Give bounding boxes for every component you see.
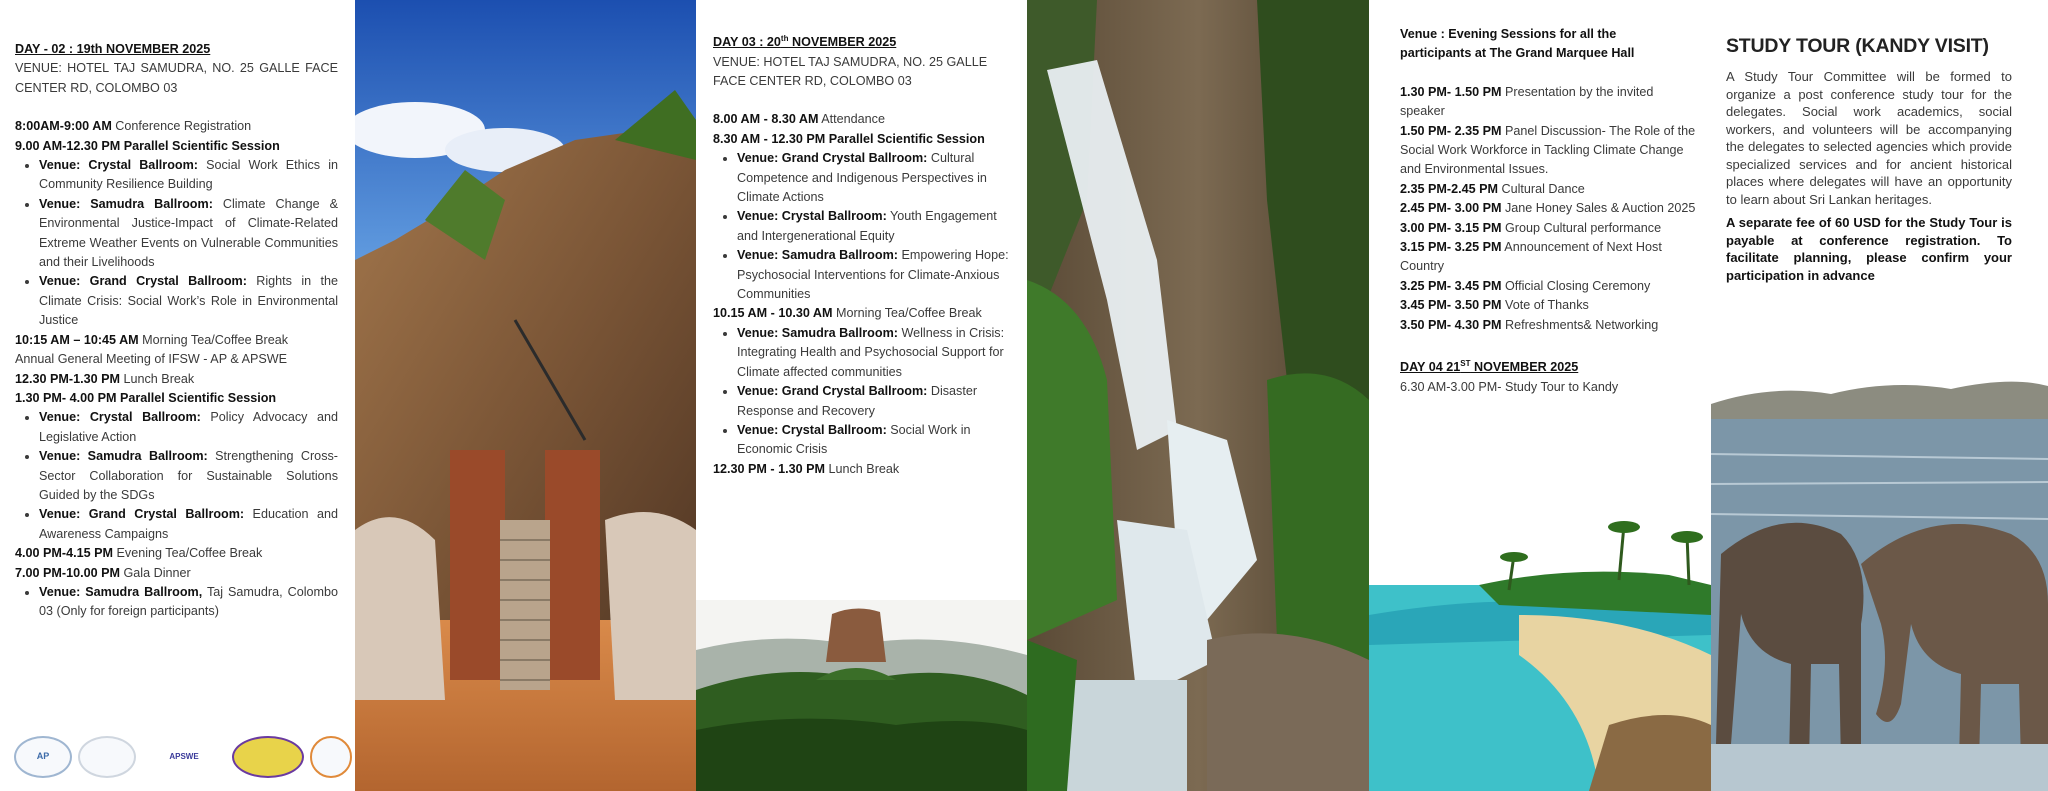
sigiriya-rock-photo xyxy=(696,600,1027,791)
day4-text: 6.30 AM-3.00 PM- Study Tour to Kandy xyxy=(1400,379,1619,394)
day2-venue: VENUE: HOTEL TAJ SAMUDRA, NO. 25 GALLE FACE CENTER RD, COLOMBO 03 xyxy=(15,61,338,95)
conference-logo xyxy=(310,736,352,778)
list-item: 3.45 PM- 3.50 PM Vote of Thanks xyxy=(1400,298,1589,313)
ap-logo: AP xyxy=(14,736,72,778)
registration-line: 8:00AM-9:00 AM Conference Registration xyxy=(15,119,252,134)
list-item: • Venue: Grand Crystal Ballroom: Rights in the Climate Crisis: Social Work’s Role in Environmental Justice xyxy=(39,272,338,330)
beach-photo xyxy=(1369,505,1711,791)
lunch-line: 12.30 PM-1.30 PM Lunch Break xyxy=(15,371,195,386)
list-item: 3.25 PM- 3.45 PM Official Closing Ceremony xyxy=(1400,278,1651,293)
day3-session-heading: 8.30 AM - 12.30 PM Parallel Scientific Session xyxy=(713,131,985,146)
day3-lunch-line: 12.30 PM - 1.30 PM Lunch Break xyxy=(713,461,900,476)
list-item: 3.15 PM- 3.25 PM Announcement of Next Host Country xyxy=(1400,240,1662,274)
list-item: 1.30 PM- 1.50 PM Presentation by the invited speaker xyxy=(1400,84,1654,119)
list-item: • Venue: Crystal Ballroom: Policy Advocacy and Legislative Action xyxy=(39,408,338,447)
waterfall-photo xyxy=(1027,0,1369,791)
day3-heading: DAY 03 : 20th NOVEMBER 2025 xyxy=(713,34,897,50)
list-item: • Venue: Samudra Ballroom: Strengthening Cross-Sector Collaboration for Sustainable Solutions Guided by the SDGs xyxy=(39,447,338,505)
session1-heading: 9.00 AM-12.30 PM Parallel Scientific Session xyxy=(15,138,280,153)
list-item: • Venue: Crystal Ballroom: Youth Engagement and Intergenerational Equity xyxy=(737,207,1013,246)
list-item: • Venue: Grand Crystal Ballroom: Cultural Competence and Indigenous Perspectives in Climate Actions xyxy=(737,149,1013,207)
apswe-logo: APSWE xyxy=(169,752,199,762)
study-tour-title: STUDY TOUR (KANDY VISIT) xyxy=(1726,35,1989,57)
list-item: • Venue: Crystal Ballroom: Social Work Ethics in Community Resilience Building xyxy=(39,156,338,195)
day2-panel xyxy=(0,0,355,791)
sri-lanka-logo xyxy=(232,736,304,778)
list-item: • Venue: Samudra Ballroom: Empowering Hope: Psychosocial Interventions for Climate-Anxious Communities xyxy=(737,246,1013,304)
dinner-line: 7.00 PM-10.00 PM Gala Dinner xyxy=(15,565,191,580)
sponsor-logos xyxy=(14,736,352,778)
session2-list xyxy=(15,408,338,544)
dinner-list xyxy=(15,583,338,622)
day3-venue: VENUE: HOTEL TAJ SAMUDRA, NO. 25 GALLE FACE CENTER RD, COLOMBO 03 xyxy=(713,54,988,88)
day4-heading: DAY 04 21ST NOVEMBER 2025 xyxy=(1400,359,1579,375)
list-item: • Venue: Samudra Ballroom: Wellness in Crisis: Integrating Health and Psychosocial Support for Climate affected communities xyxy=(737,324,1013,382)
attendance-line: 8.00 AM - 8.30 AM Attendance xyxy=(713,112,885,127)
globe-logo xyxy=(78,736,136,778)
list-item: 1.50 PM- 2.35 PM Panel Discussion- The Role of the Social Work Workforce in Tackling Climate Change and Environmental Issues. xyxy=(1400,123,1696,177)
tea1-line: 10:15 AM – 10:45 AM Morning Tea/Coffee Break xyxy=(15,332,289,347)
list-item: • Venue: Samudra Ballroom, Taj Samudra, Colombo 03 (Only for foreign participants) xyxy=(39,583,338,622)
list-item: 2.35 PM-2.45 PM Cultural Dance xyxy=(1400,181,1585,196)
day3-session2-list xyxy=(713,324,1013,460)
elephants-photo xyxy=(1711,364,2048,791)
list-item: • Venue: Crystal Ballroom: Social Work in Economic Crisis xyxy=(737,421,1013,460)
day3-tea-line: 10.15 AM - 10.30 AM Morning Tea/Coffee Break xyxy=(713,306,982,321)
list-item: 3.00 PM- 3.15 PM Group Cultural performance xyxy=(1400,220,1662,235)
evening-schedule xyxy=(1400,83,1697,335)
day2-heading: DAY - 02 : 19th NOVEMBER 2025 xyxy=(15,42,211,56)
agm-line: Annual General Meeting of IFSW - AP & APSWE xyxy=(15,352,288,367)
list-item: • Venue: Grand Crystal Ballroom: Education and Awareness Campaigns xyxy=(39,505,338,544)
list-item: 2.45 PM- 3.00 PM Jane Honey Sales & Auction 2025 xyxy=(1400,201,1696,216)
evening-venue: Venue : Evening Sessions for all the participants at The Grand Marquee Hall xyxy=(1400,27,1635,61)
list-item: 3.50 PM- 4.30 PM Refreshments& Networking xyxy=(1400,317,1659,332)
day3-session1-list xyxy=(713,149,1013,304)
sigiriya-lion-paw-photo xyxy=(355,0,696,791)
tea2-line: 4.00 PM-4.15 PM Evening Tea/Coffee Break xyxy=(15,546,263,561)
list-item: • Venue: Grand Crystal Ballroom: Disaster Response and Recovery xyxy=(737,382,1013,421)
session2-heading: 1.30 PM- 4.00 PM Parallel Scientific Session xyxy=(15,390,277,405)
study-tour-paragraph: A Study Tour Committee will be formed to organize a post conference study tour for the delegates. Social work academics, social workers, and volunteers will be accompanying the delegates to selected agencies which provide specialized services and for ancient historical places where delegates will have an opportunity to learn about Sri Lankan heritages. xyxy=(1726,69,2012,207)
study-tour-fee-note: A separate fee of 60 USD for the Study Tour is payable at conference registration. To facilitate planning, please confirm your participation in advance xyxy=(1726,215,2012,283)
list-item: • Venue: Samudra Ballroom: Climate Change & Environmental Justice-Impact of Climate-Related Extreme Weather Events on Vulnerable Communities and their Livelihoods xyxy=(39,195,338,273)
session1-list xyxy=(15,156,338,331)
